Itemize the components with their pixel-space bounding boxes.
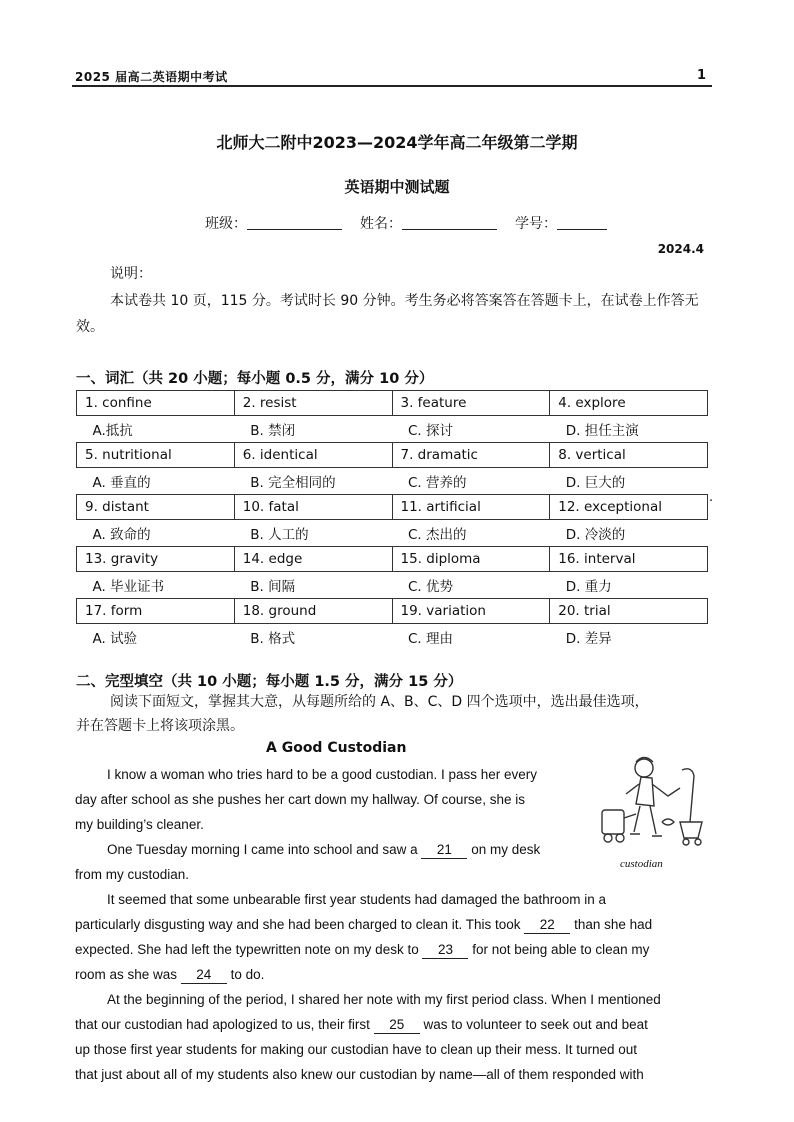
passage-paragraph-3 bbox=[75, 887, 725, 987]
vocab-word: 14. edge bbox=[234, 547, 392, 572]
vocab-meaning-option: B. 禁闭 bbox=[250, 423, 296, 439]
name-label: 姓名： bbox=[360, 216, 402, 232]
id-blank bbox=[557, 213, 607, 230]
vocab-meaning-option: C. 优势 bbox=[408, 579, 454, 595]
name-blank bbox=[402, 213, 497, 230]
vocab-meaning-option: A. 毕业证书 bbox=[92, 579, 165, 595]
p3-line2-b: than she had bbox=[574, 917, 653, 932]
section2-instructions-line1: 阅读下面短文，掌握其大意，从每题所给的 A、B、C、D 四个选项中，选出最佳选项， bbox=[110, 694, 649, 710]
vocab-meaning-row bbox=[77, 468, 708, 495]
vocab-meaning-option: A. 试验 bbox=[92, 631, 138, 647]
vocab-word: 3. feature bbox=[392, 391, 550, 416]
p4-line4: that just about all of my students also knew our custodian by name—all of them responded with bbox=[75, 1067, 644, 1082]
vocab-meaning-option: D. 差异 bbox=[565, 631, 612, 647]
blank-25[interactable]: 25 bbox=[374, 1016, 420, 1034]
vocab-meaning-option: B. 完全相同的 bbox=[250, 475, 336, 491]
vocab-word: 15. diploma bbox=[392, 547, 550, 572]
instructions-text: 本试卷共 10 页，115 分。考试时长 90 分钟。考生务必将答案答在答题卡上，在试卷上作答无效。 bbox=[76, 293, 699, 335]
vocab-word: 17. form bbox=[77, 599, 235, 624]
p3-line4-a: room as she was bbox=[75, 967, 178, 982]
vocab-meaning-option: A. 垂直的 bbox=[92, 475, 151, 491]
vocab-word: 8. vertical bbox=[550, 443, 708, 468]
blank-22[interactable]: 22 bbox=[524, 916, 570, 934]
p1-line1: I know a woman who tries hard to be a good custodian. I pass her every bbox=[107, 767, 537, 782]
p4-line2-b: was to volunteer to seek out and beat bbox=[423, 1017, 648, 1032]
vocab-meaning-option: B. 格式 bbox=[250, 631, 296, 647]
blank-21[interactable]: 21 bbox=[421, 841, 467, 859]
vocab-word: 9. distant bbox=[77, 495, 235, 520]
vocab-meaning-option: A.抵抗 bbox=[92, 423, 133, 439]
vocab-word: 13. gravity bbox=[77, 547, 235, 572]
vocab-meaning-row bbox=[77, 416, 708, 443]
vocab-word: 6. identical bbox=[234, 443, 392, 468]
p2-line1 bbox=[75, 837, 725, 862]
vocab-meaning-option: C. 营养的 bbox=[408, 475, 467, 491]
vocab-word: 19. variation bbox=[392, 599, 550, 624]
passage-paragraph-1 bbox=[75, 762, 725, 837]
vocab-word-row bbox=[77, 391, 708, 416]
vocab-word: 5. nutritional bbox=[77, 443, 235, 468]
vocab-meaning-row bbox=[77, 624, 708, 651]
vocab-word: 16. interval bbox=[550, 547, 708, 572]
p3-line2-a: particularly disgusting way and she had been charged to clean it. This took bbox=[75, 917, 521, 932]
p3-line4 bbox=[75, 962, 725, 987]
passage-paragraph-2 bbox=[75, 837, 725, 887]
vocab-word-row bbox=[77, 495, 708, 520]
vocab-word-row bbox=[77, 599, 708, 624]
vocab-meaning-row bbox=[77, 572, 708, 599]
vocab-meaning-option: B. 人工的 bbox=[250, 527, 309, 543]
vocab-meaning-option: D. 巨大的 bbox=[565, 475, 626, 491]
vocab-word: 10. fatal bbox=[234, 495, 392, 520]
vocab-meaning-option: C. 杰出的 bbox=[408, 527, 467, 543]
section1-title: 一、词汇（共 20 小题；每小题 0.5 分，满分 10 分） bbox=[76, 371, 434, 387]
id-label: 学号： bbox=[515, 216, 557, 232]
vocab-word: 18. ground bbox=[234, 599, 392, 624]
vocab-meaning-option: C. 探讨 bbox=[408, 423, 454, 439]
p3-line3-a: expected. She had left the typewritten note on my desk to bbox=[75, 942, 419, 957]
header-title: 2025 届高二英语期中考试 bbox=[75, 70, 228, 84]
p3-line3 bbox=[75, 937, 725, 962]
class-blank bbox=[247, 213, 342, 230]
p3-line2 bbox=[75, 912, 725, 937]
p2-line1-b: on my desk bbox=[471, 842, 541, 857]
exam-date: 2024.4 bbox=[657, 242, 704, 256]
passage-title: A Good Custodian bbox=[266, 740, 407, 756]
vocab-meaning-option: A. 致命的 bbox=[92, 527, 151, 543]
vocab-word: 20. trial bbox=[550, 599, 708, 624]
exam-title: 北师大二附中2023—2024学年高二年级第二学期 bbox=[216, 133, 578, 152]
p4-line1: At the beginning of the period, I shared her note with my first period class. When I mentioned bbox=[107, 992, 661, 1007]
stray-mark: · bbox=[709, 494, 714, 509]
section2-instructions-line2: 并在答题卡上将该项涂黑。 bbox=[76, 718, 244, 734]
vocab-meaning-row bbox=[77, 520, 708, 547]
vocab-word: 4. explore bbox=[550, 391, 708, 416]
vocab-meaning-option: D. 重力 bbox=[565, 579, 612, 595]
vocab-word: 12. exceptional bbox=[550, 495, 708, 520]
p4-line3: up those first year students for making our custodian have to clean up their mess. It turned out bbox=[75, 1042, 638, 1057]
vocab-meaning-option: C. 理由 bbox=[408, 631, 454, 647]
p2-line1-a: One Tuesday morning I came into school and saw a bbox=[107, 842, 418, 857]
blank-24[interactable]: 24 bbox=[181, 966, 227, 984]
class-label: 班级： bbox=[205, 216, 247, 232]
page-number: 1 bbox=[696, 68, 706, 83]
student-info-row bbox=[205, 213, 607, 233]
p1-line2: day after school as she pushes her cart down my hallway. Of course, she is bbox=[75, 792, 525, 807]
vocab-word: 7. dramatic bbox=[392, 443, 550, 468]
blank-23[interactable]: 23 bbox=[422, 941, 468, 959]
p3-line4-b: to do. bbox=[230, 967, 265, 982]
p3-line1: It seemed that some unbearable first year students had damaged the bathroom in a bbox=[107, 892, 607, 907]
exam-subtitle: 英语期中测试题 bbox=[344, 178, 450, 196]
vocab-meaning-option: D. 担任主演 bbox=[565, 423, 639, 439]
p4-line2-a: that our custodian had apologized to us, their first bbox=[75, 1017, 370, 1032]
vocab-word: 1. confine bbox=[77, 391, 235, 416]
p4-line2 bbox=[75, 1012, 725, 1037]
vocab-word-row bbox=[77, 443, 708, 468]
vocab-word-row bbox=[77, 547, 708, 572]
illustration-caption: custodian bbox=[620, 858, 663, 870]
p3-line3-b: for not being able to clean my bbox=[472, 942, 650, 957]
p2-line2: from my custodian. bbox=[75, 867, 190, 882]
vocab-meaning-option: B. 间隔 bbox=[250, 579, 296, 595]
vocab-word: 2. resist bbox=[234, 391, 392, 416]
passage-paragraph-4 bbox=[75, 987, 725, 1087]
vocabulary-table bbox=[76, 390, 708, 650]
section2-title: 二、完型填空（共 10 小题；每小题 1.5 分，满分 15 分） bbox=[76, 674, 463, 690]
vocab-word: 11. artificial bbox=[392, 495, 550, 520]
instructions-heading: 说明： bbox=[110, 266, 152, 282]
header-divider bbox=[72, 85, 712, 87]
p1-line3: my building’s cleaner. bbox=[75, 817, 204, 832]
vocab-meaning-option: D. 冷淡的 bbox=[565, 527, 626, 543]
